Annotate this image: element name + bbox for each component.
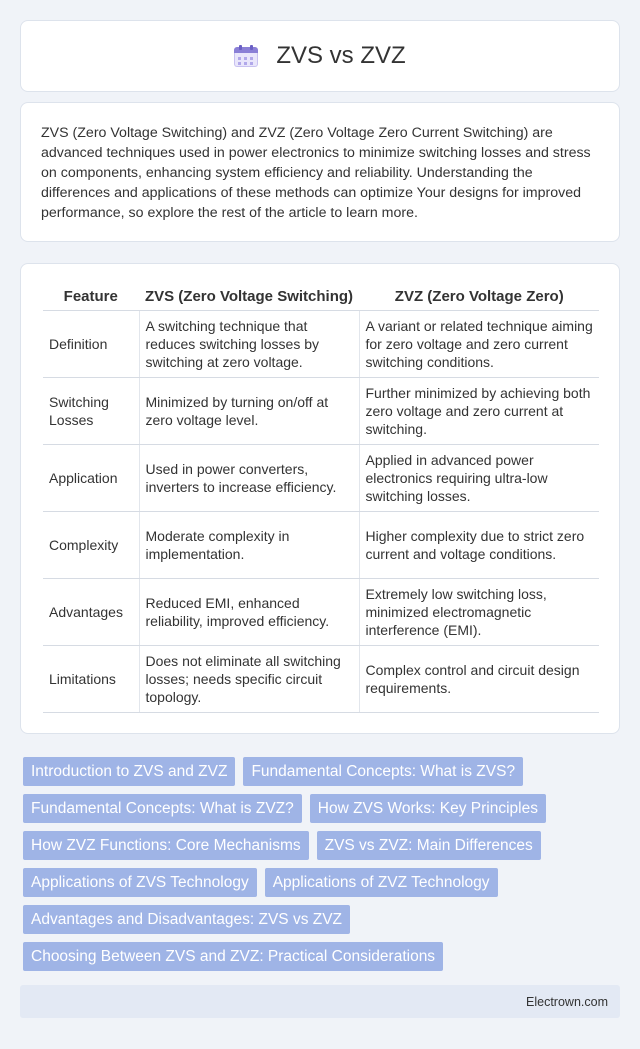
tag-choosing-between[interactable]: Choosing Between ZVS and ZVZ: Practical Considerations (23, 942, 443, 971)
zvs-cell: Does not eliminate all switching losses; needs specific circuit topology. (139, 645, 359, 712)
header-card (20, 20, 620, 92)
comparison-table-card (20, 263, 620, 734)
zvz-cell: A variant or related technique aiming for zero voltage and zero current switching conditions. (359, 310, 599, 377)
intro-card (20, 102, 620, 242)
tag-what-is-zvz[interactable]: Fundamental Concepts: What is ZVZ? (23, 794, 302, 823)
tag-how-zvs-works[interactable]: How ZVS Works: Key Principles (310, 794, 546, 823)
feature-cell: Complexity (43, 511, 139, 578)
tag-advantages-disadvantages[interactable]: Advantages and Disadvantages: ZVS vs ZVZ (23, 905, 350, 934)
tag-what-is-zvs[interactable]: Fundamental Concepts: What is ZVS? (243, 757, 523, 786)
tag-applications-zvs[interactable]: Applications of ZVS Technology (23, 868, 257, 897)
table-row (43, 511, 599, 578)
intro-paragraph: ZVS (Zero Voltage Switching) and ZVZ (Zero Voltage Zero Current Switching) are advanced techniques used in power electronics to minimize switching losses and stress on components, enhancing system efficiency and reliability. Understanding the differences and applications of these methods can optimize Your designs for improved performance, so explore the rest of the article to learn more. (41, 125, 591, 221)
column-header-zvs: ZVS (Zero Voltage Switching) (139, 284, 359, 310)
column-header-feature: Feature (43, 284, 139, 310)
footer-site-link[interactable]: Electrown.com (526, 994, 608, 1009)
zvz-cell: Applied in advanced power electronics requiring ultra-low switching losses. (359, 444, 599, 511)
table-row (43, 645, 599, 712)
footer (20, 985, 620, 1018)
zvs-cell: Moderate complexity in implementation. (139, 511, 359, 578)
tag-main-differences[interactable]: ZVS vs ZVZ: Main Differences (317, 831, 541, 860)
tag-how-zvz-functions[interactable]: How ZVZ Functions: Core Mechanisms (23, 831, 309, 860)
page-title: ZVS vs ZVZ (276, 42, 406, 69)
feature-cell: Limitations (43, 645, 139, 712)
topic-tags (23, 757, 623, 971)
table-row (43, 310, 599, 377)
zvz-cell: Further minimized by achieving both zero voltage and zero current at switching. (359, 377, 599, 444)
table-header-row (43, 284, 599, 310)
zvs-cell: Minimized by turning on/off at zero voltage level. (139, 377, 359, 444)
zvs-cell: A switching technique that reduces switching losses by switching at zero voltage. (139, 310, 359, 377)
calendar-icon (234, 45, 258, 67)
feature-cell: Definition (43, 310, 139, 377)
table-row (43, 377, 599, 444)
zvz-cell: Extremely low switching loss, minimized electromagnetic interference (EMI). (359, 578, 599, 645)
table-row (43, 444, 599, 511)
zvs-cell: Reduced EMI, enhanced reliability, improved efficiency. (139, 578, 359, 645)
zvz-cell: Higher complexity due to strict zero current and voltage conditions. (359, 511, 599, 578)
feature-cell: Application (43, 444, 139, 511)
zvs-cell: Used in power converters, inverters to increase efficiency. (139, 444, 359, 511)
comparison-table (43, 284, 599, 713)
feature-cell: Switching Losses (43, 377, 139, 444)
feature-cell: Advantages (43, 578, 139, 645)
column-header-zvz: ZVZ (Zero Voltage Zero) (359, 284, 599, 310)
tag-introduction[interactable]: Introduction to ZVS and ZVZ (23, 757, 235, 786)
tag-applications-zvz[interactable]: Applications of ZVZ Technology (265, 868, 498, 897)
title-wrap (234, 42, 405, 70)
zvz-cell: Complex control and circuit design requirements. (359, 645, 599, 712)
table-row (43, 578, 599, 645)
